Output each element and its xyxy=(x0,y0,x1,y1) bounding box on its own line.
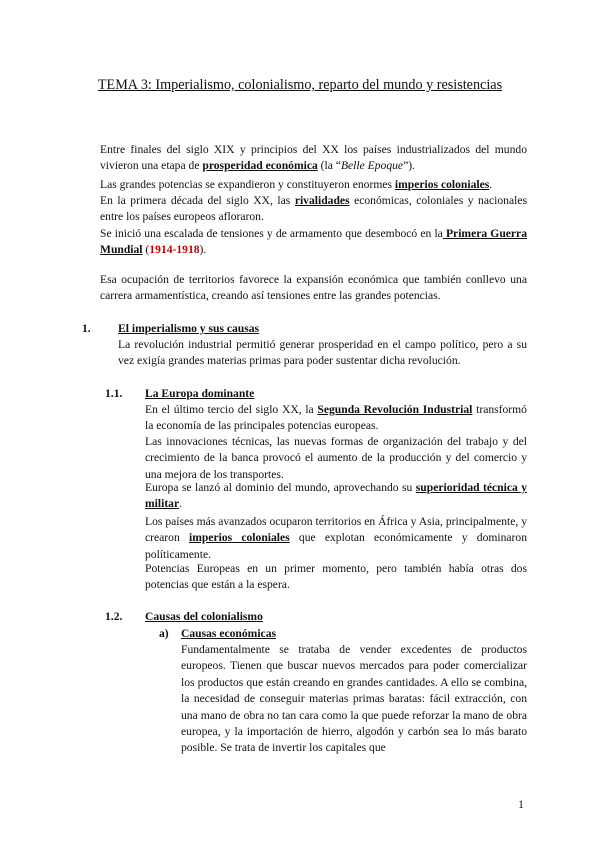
subsection-paragraph-3: Europa se lanzó al dominio del mundo, aprovechando su superioridad técnica y militar. xyxy=(145,481,527,511)
subsection-paragraph-4: Los países más avanzados ocuparon territorios en África y Asia, principalmente, y crearon imperios coloniales que explotan económicamente y dominaron políticamente. xyxy=(145,515,528,561)
section-text: La revolución industrial permitió generar prosperidad en el campo político, pero a su vez exigía grandes materias primas para poder sustentar dicha revolución. xyxy=(118,338,527,368)
subsection-paragraph-2: Las innovaciones técnicas, las nuevas formas de organización del trabajo y del crecimiento de la banca provocó el aumento de la producción y del comercio y una mejora de los transportes. xyxy=(145,435,527,481)
subsection-number: 1.1. xyxy=(105,387,123,400)
page-title: TEMA 3: Imperialismo, colonialismo, reparto del mundo y resistencias xyxy=(97,77,503,93)
intro-paragraph-2: Las grandes potencias se expandieron y constituyeron enormes imperios coloniales. xyxy=(100,178,493,191)
intro-paragraph-5: Esa ocupación de territorios favorece la expansión económica que también conllevo una carrera armamentística, creando así tensiones entre las grandes potencias. xyxy=(100,273,527,303)
subsection-heading: La Europa dominante xyxy=(145,387,255,400)
list-marker: a) xyxy=(159,627,169,640)
intro-paragraph-3: En la primera década del siglo XX, las rivalidades económicas, coloniales y nacionales entre los países europeos afloraron. xyxy=(100,194,527,224)
subsection-paragraph-5: Potencias Europeas en un primer momento, pero también había otras dos potencias que están a la espera. xyxy=(145,562,527,592)
subsection-number: 1.2. xyxy=(105,610,123,623)
section-number: 1. xyxy=(82,322,91,335)
cause-heading: Causas económicas xyxy=(181,627,277,640)
subsection-heading: Causas del colonialismo xyxy=(145,610,263,623)
intro-paragraph-1: Entre finales del siglo XIX y principios del XX los países industrializados del mundo vivieron una etapa de prosperidad económica (la “Belle Epoque”). xyxy=(100,143,527,173)
section-heading: El imperialismo y sus causas xyxy=(118,322,260,335)
page-number: 1 xyxy=(518,797,524,811)
cause-text: Fundamentalmente se trataba de vender excedentes de productos europeos. Tienen que buscar nuevos mercados para poder comercializar los productos que están creando en grandes cantidades. A ello se combina, la necesidad de conseguir materias primas baratas: fácil extracción, con una mano de obra no tan cara como la que puede reforzar la mano de obra europea, y la importación de hierro, algodón y carbón sea lo más barato posible. Se trata de invertir los capitales que xyxy=(181,643,527,755)
subsection-paragraph-1: En el último tercio del siglo XX, la Segunda Revolución Industrial transformó la economía de las principales potencias europeas. xyxy=(145,403,527,433)
intro-paragraph-4: Se inició una escalada de tensiones y de armamento que desembocó en la Primera Guerra Mundial (1914-1918). xyxy=(100,227,527,257)
